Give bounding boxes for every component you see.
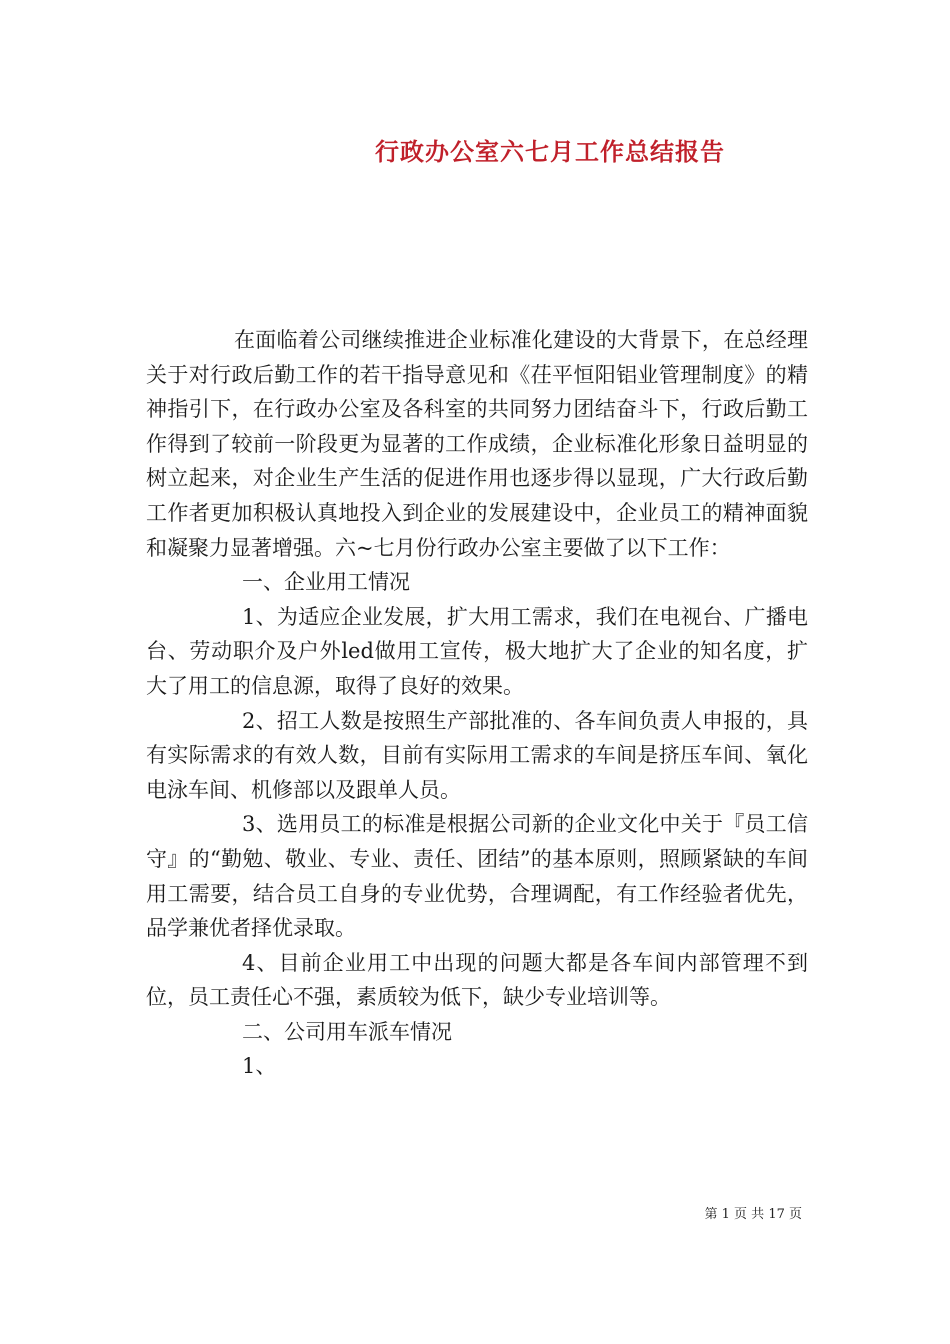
list-item: 2、招工人数是按照生产部批准的、各车间负责人申报的，具有实际需求的有效人数，目前有实际用工需求的车间是挤压车间、氧化电泳车间、机修部以及跟单人员。 [146, 708, 808, 802]
document-title: 行政办公室六七月工作总结报告 [375, 137, 725, 166]
list-item: 1、 [242, 1054, 277, 1079]
list-item: 3、选用员工的标准是根据公司新的企业文化中关于『员工信守』的“勤勉、敬业、专业、责任、团结”的基本原则，照顾紧缺的车间用工需要，结合员工自身的专业优势，合理调配，有工作经验者优先，品学兼优者择优录取。 [146, 812, 808, 941]
page-number-footer: 第 1 页 共 17 页 [704, 1207, 802, 1222]
list-item: 4、目前企业用工中出现的问题大都是各车间内部管理不到位，员工责任心不强，素质较为低下，缺少专业培训等。 [146, 950, 808, 1010]
section-heading-1: 一、企业用工情况 [242, 570, 410, 595]
intro-paragraph: 在面临着公司继续推进企业标准化建设的大背景下，在总经理关于对行政后勤工作的若干指导意见和《茌平恒阳铝业管理制度》的精神指引下，在行政办公室及各科室的共同努力团结奋斗下，行政后勤工作得到了较前一阶段更为显著的工作成绩，企业标准化形象日益明显的树立起来，对企业生产生活的促进作用也逐步得以显现，广大行政后勤工作者更加积极认真地投入到企业的发展建设中，企业员工的精神面貌和凝聚力显著增强。六~七月份行政办公室主要做了以下工作： [146, 328, 808, 560]
section-heading-2: 二、公司用车派车情况 [242, 1019, 452, 1044]
document-body [146, 323, 808, 1084]
list-item: 1、为适应企业发展，扩大用工需求，我们在电视台、广播电台、劳动职介及户外led做用工宣传，极大地扩大了企业的知名度，扩大了用工的信息源，取得了良好的效果。 [146, 604, 808, 698]
